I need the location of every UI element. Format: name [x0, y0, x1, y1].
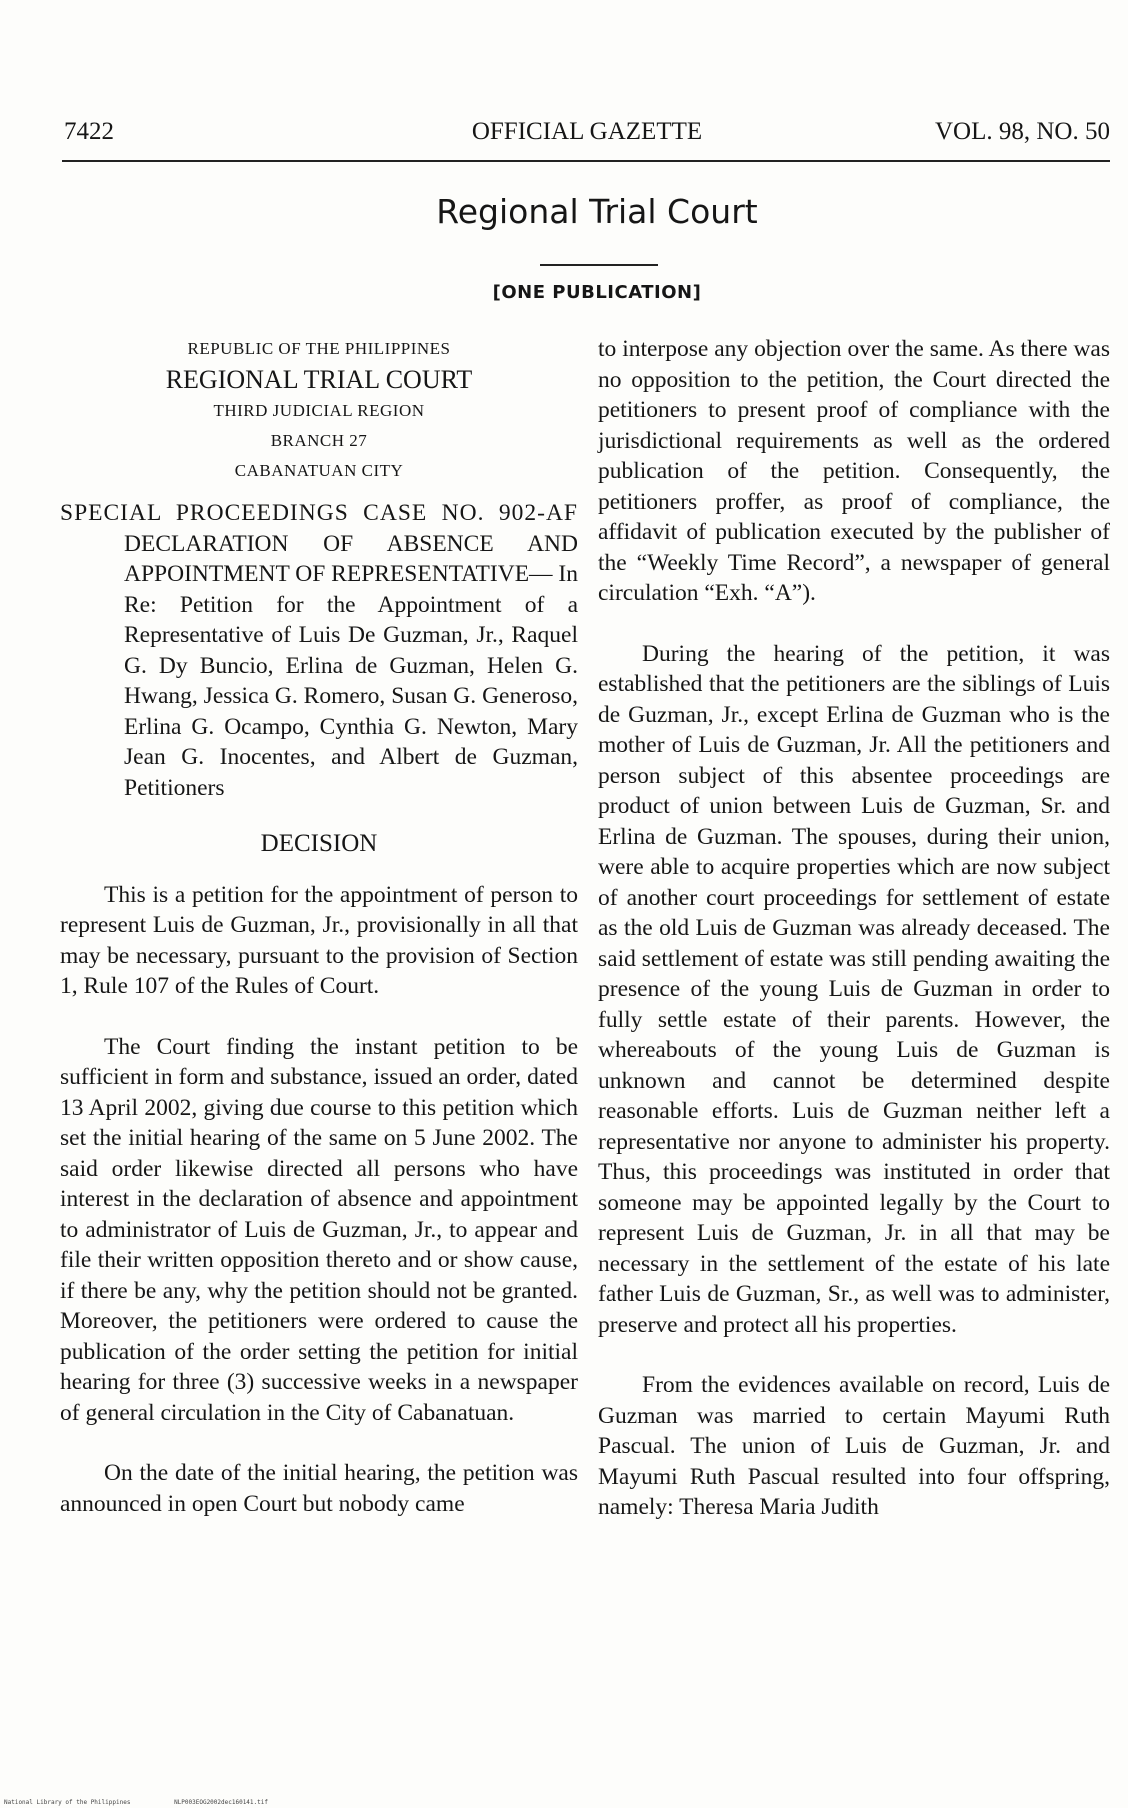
scan-footer	[4, 1799, 308, 1806]
header-rule	[62, 160, 1110, 162]
footer-file: NLP003EOG2002dec160141.tif	[174, 1799, 268, 1806]
case-heading: DECLARATION OF ABSENCE AND APPOINTMENT OF REPRESENTATIVE	[124, 530, 578, 587]
paragraph: This is a petition for the appointment of person to represent Luis de Guzman, Jr., provisionally in all that may be necessary, pursuant to the provision of Section 1, Rule 107 of the Rules of Court.	[60, 881, 578, 999]
caption-region: THIRD JUDICIAL REGION	[213, 401, 425, 420]
paragraph-continued: to interpose any objection over the same. As there was no opposition to the petition, the Court directed the petitioners to present proof of compliance with the jurisdictional requirements as well as the ordered publication of the petition. Consequently, the petitioners proffer, as proof of compliance, the affidavit of publication executed by the publisher of the “Weekly Time Record”, a newspaper of general circulation “Exh. “A”).	[598, 336, 1110, 606]
paragraph: From the evidences available on record, Luis de Guzman was married to certain Mayumi Ruth Pascual. The union of Luis de Guzman, Jr. and Mayumi Ruth Pascual resulted into four offspring, namely: Theresa Maria Judith	[598, 1372, 1110, 1520]
title-divider	[540, 264, 658, 266]
caption-city: CABANATUAN CITY	[234, 461, 404, 480]
volume-number: VOL. 98, NO. 50	[935, 118, 1110, 145]
paragraph: The Court finding the instant petition to be sufficient in form and substance, issued an order, dated 13 April 2002, giving due course to this petition which set the initial hearing of the same on 5 June 2002. The said order likewise directed all persons who have interest in the declaration of absence and appointment to administrator of Luis de Guzman, Jr., to appear and file their written opposition thereto and or show cause, if there be any, why the petition should not be granted. Moreover, the petitioners were ordered to cause the publication of the order setting the petition for initial hearing for three (3) successive weeks in a newspaper of general circulation in the City of Cabanatuan.	[60, 1033, 578, 1426]
paragraph: On the date of the initial hearing, the petition was announced in open Court but nobody came	[60, 1460, 578, 1517]
caption-court: REGIONAL TRIAL COURT	[165, 365, 473, 394]
case-title-text: — In Re: Petition for the Appointment of a Representative of Luis De Guzman, Jr., Raquel G. Dy Buncio, Erlina de Guzman, Helen G. Hwang, Jessica G. Romero, Susan G. Generoso, Erlina G. Ocampo, Cynthia G. Newton, Mary Jean G. Inocentes, and Albert de Guzman, Petitioners	[124, 561, 578, 801]
court-title: Regional Trial Court	[436, 192, 758, 231]
case-block	[60, 498, 578, 803]
left-column	[60, 334, 578, 1519]
paragraph: During the hearing of the petition, it was established that the petitioners are the siblings of Luis de Guzman, Jr., except Erlina de Guzman who is the mother of Luis de Guzman, Jr. All the petitioners and person subject of this absentee proceedings are product of union between Luis de Guzman, Sr. and Erlina de Guzman. The spouses, during their union, were able to acquire properties which are now subject of another court proceedings for settlement of estate as the old Luis de Guzman was already deceased. The said settlement of estate was still pending awaiting the presence of the young Luis de Guzman in order to fully settle estate of their parents. However, the whereabouts of the young Luis de Guzman is unknown and cannot be determined despite reasonable efforts. Luis de Guzman neither left a representative nor anyone to administer his property. Thus, this proceedings was instituted in order that someone may be appointed legally by the Court to represent Luis de Guzman, Jr. in all that may be necessary in the settlement of the estate of his late father Luis de Guzman, Sr., as well was to administer, preserve and protect all his properties.	[598, 640, 1110, 1338]
case-title	[60, 529, 578, 804]
page-header	[64, 118, 1110, 154]
decision-heading: DECISION	[260, 830, 378, 857]
case-number: SPECIAL PROCEEDINGS CASE NO. 902-AF	[60, 500, 578, 526]
case-caption	[60, 334, 578, 486]
caption-republic: REPUBLIC OF THE PHILIPPINES	[187, 339, 451, 358]
right-column	[598, 334, 1110, 1523]
publication-note: [ONE PUBLICATION]	[492, 282, 702, 303]
footer-library: National Library of the Philippines	[4, 1799, 131, 1806]
page-number: 7422	[64, 118, 114, 145]
publication-name: OFFICIAL GAZETTE	[471, 118, 703, 145]
caption-branch: BRANCH 27	[270, 431, 368, 450]
